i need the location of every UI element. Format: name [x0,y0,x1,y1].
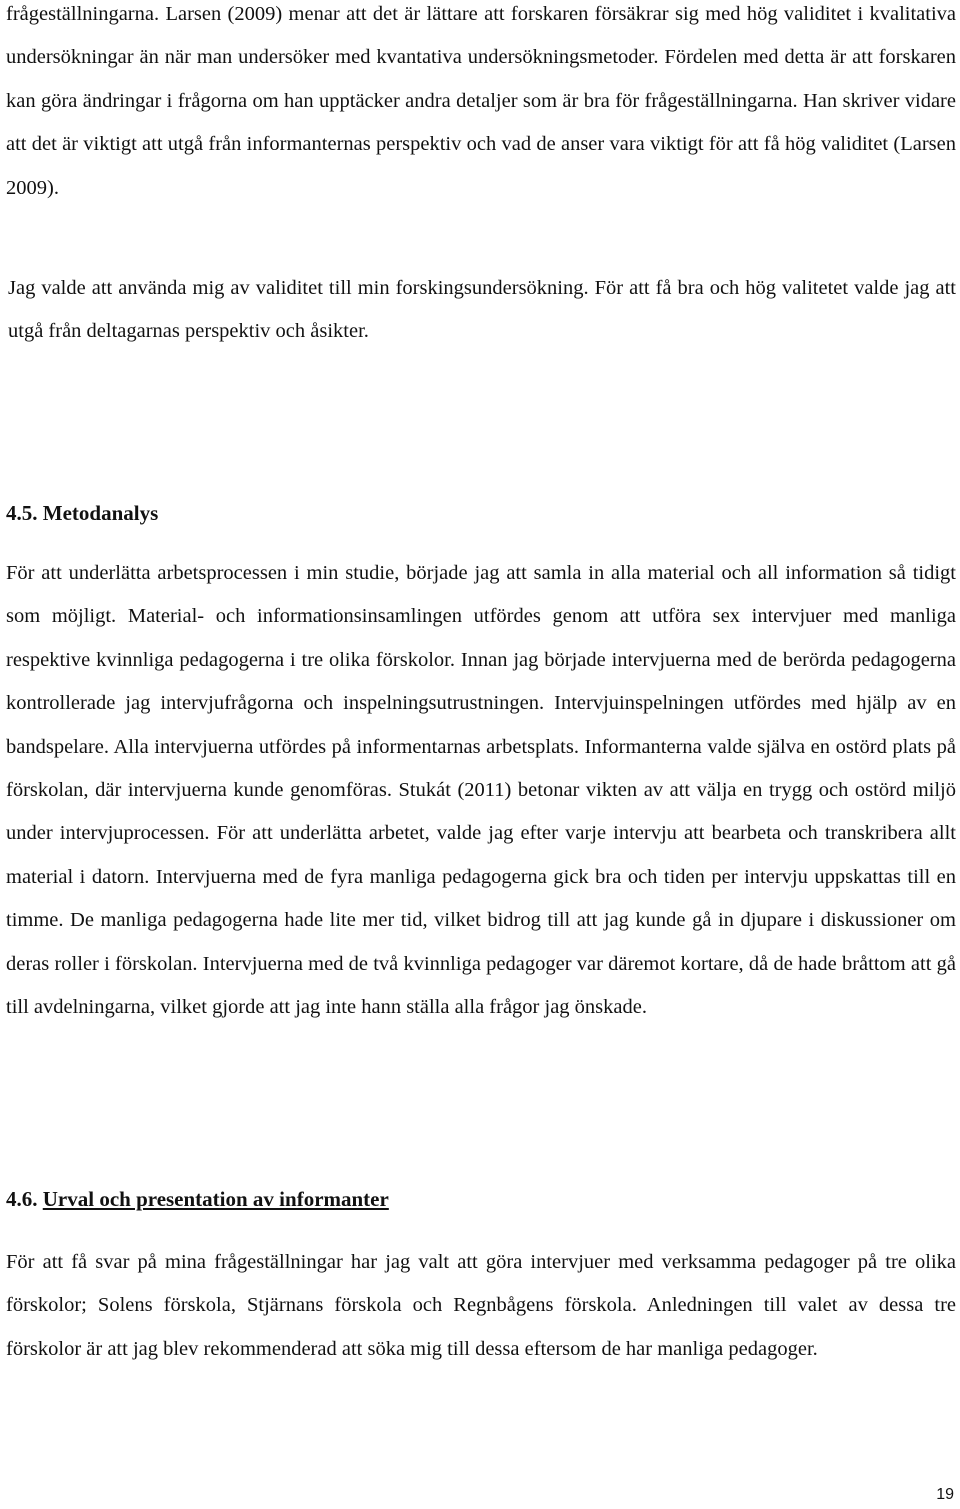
paragraph-validity-choice: Jag valde att använda mig av validitet till min forskingsundersökning. För att få bra och hög valitetet valde jag att utgå från deltagarnas perspektiv och åsikter. [8,277,956,343]
paragraph-metodanalys: För att underlätta arbetsprocessen i min studie, började jag att samla in alla material och all information så tidigt som möjligt. Material- och informationsinsamlingen utfördes genom att utföra sex intervjuer med manliga respektive kvinnliga pedagogerna i tre olika förskolor. Innan jag började intervjuerna med de berörda pedagogerna kontrollerade jag intervjufrågorna och inspelningsutrustningen. Intervjuinspelningen utfördes med hjälp av en bandspelare. Alla intervjuerna utfördes på informentarnas arbetsplats. Informanterna valde själva en ostörd plats på förskolan, där intervjuerna kunde genomföras. Stukát (2011) betonar vikten av att välja en trygg och ostörd miljö under intervjuprocessen. För att underlätta arbetet, valde jag efter varje intervju att bearbeta och transkribera allt material i datorn. Intervjuerna med de fyra manliga pedagogerna gick bra och tiden per intervju uppskattas till en timme. De manliga pedagogerna hade lite mer tid, vilket bidrog till att jag kunde gå in djupare i diskussioner om deras roller i förskolan. Intervjuerna med de två kvinnliga pedagoger var däremot kortare, då de hade bråttom att gå till avdelningarna, vilket gjorde att jag inte hann ställa alla frågor jag önskade. [6,562,956,1019]
section-heading-metodanalys: 4.5. Metodanalys [6,501,159,525]
section-title: Urval och presentation av informanter [42,1187,389,1211]
section-number: 4.6. [6,1187,38,1211]
paragraph-urval: För att få svar på mina frågeställningar har jag valt att göra intervjuer med verksamma pedagoger på tre olika förskolor; Solens förskola, Stjärnans förskola och Regnbågens förskola. Anledningen till valet av dessa tre förskolor är att jag blev rekommenderad att söka mig till dessa eftersom de har manliga pedagoger. [6,1251,956,1360]
paragraph-validity-larsen: frågeställningarna. Larsen (2009) menar att det är lättare att forskaren försäkrar sig med hög validitet i kvalitativa undersökningar än när man undersöker med kvantativa undersökningsmetoder. Fördelen med detta är att forskaren kan göra ändringar i frågorna om han upptäcker andra detaljer som är bra för frågeställningarna. Han skriver vidare att det är viktigt att utgå från informanternas perspektiv och vad de anser vara viktigt för att få hög validitet (Larsen 2009). [6,3,956,199]
section-heading-urval [6,1178,389,1221]
page-number: 19 [936,1486,954,1503]
